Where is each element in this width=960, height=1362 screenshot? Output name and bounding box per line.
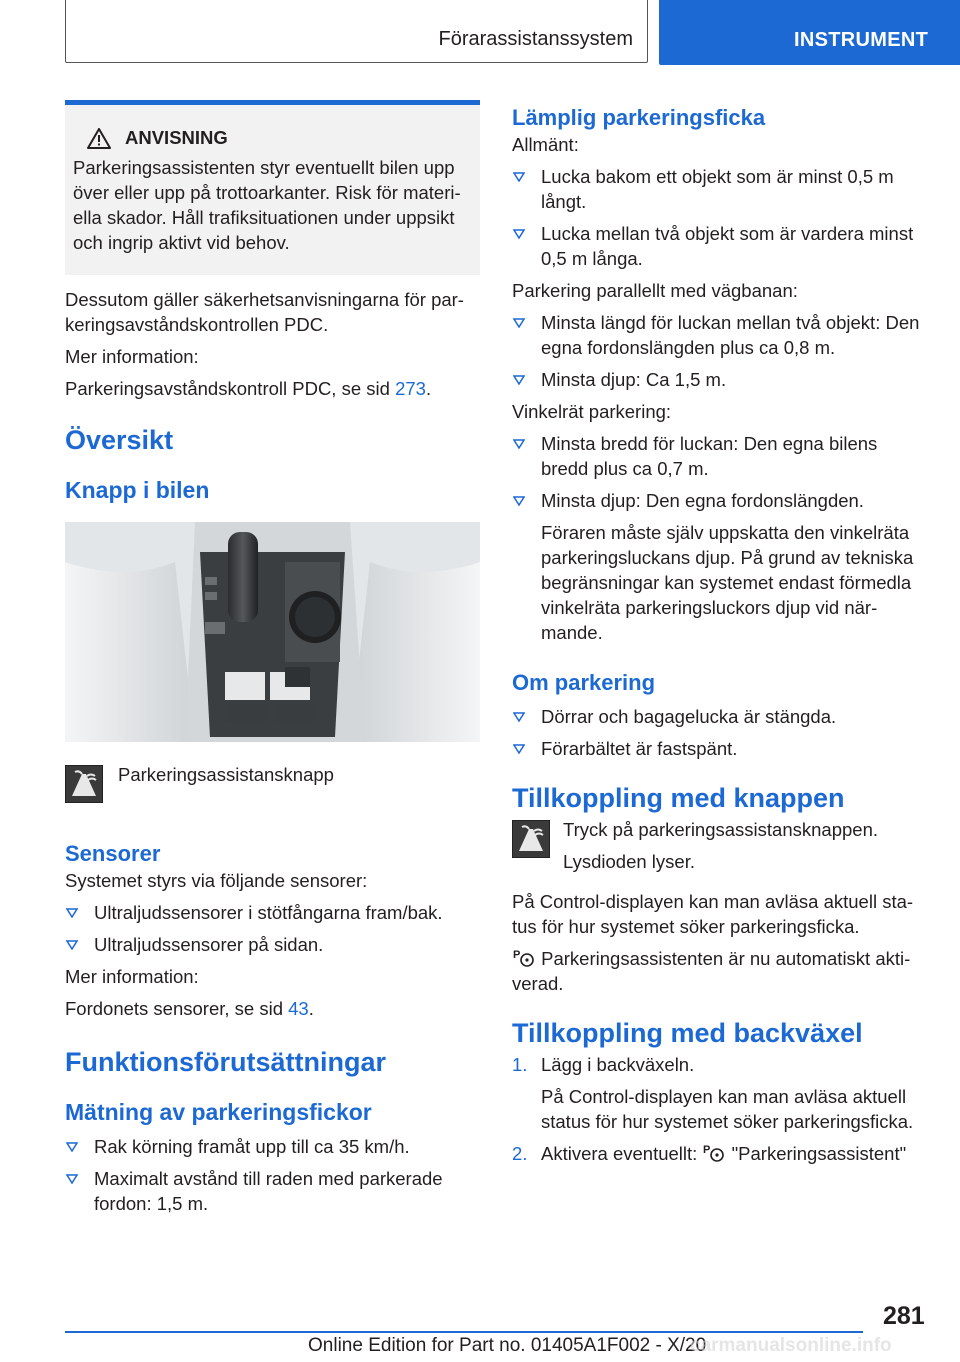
general-label: Allmänt:: [512, 134, 579, 155]
edition-text: Online Edition for Part no. 01405A1F002 - X/20: [308, 1335, 707, 1356]
heading-activate-reverse: Tillkoppling med backväxel: [512, 1018, 863, 1048]
list-item: 2. Aktivera eventuellt: P "Parkeringsassistent": [512, 1143, 907, 1164]
list-item: Ultraljudssensorer på sidan.: [65, 932, 480, 957]
page-number: 281: [883, 1302, 925, 1330]
list-item: Lucka mellan två objekt som är vardera minst 0,5 m långa.: [512, 221, 927, 271]
parking-assistant-button-icon: [512, 820, 550, 858]
list-item: 1. Lägg i backväxeln. På Control-displayen kan man avläsa aktuell status för hur systemet söker parkeringsficka.: [512, 1054, 914, 1132]
list-item: Lucka bakom ett objekt som är minst 0,5 m långt.: [512, 164, 927, 214]
button-caption: Parkeringsassistansknapp: [118, 764, 334, 785]
warning-triangle-icon: [87, 128, 111, 149]
list-item: Rak körning framåt upp till ca 35 km/h.: [65, 1134, 480, 1159]
header-chapter-title: INSTRUMENT: [794, 29, 929, 51]
heading-about-parking: Om parkering: [512, 670, 656, 695]
sensors-intro: Systemet styrs via följande sensorer:: [65, 870, 368, 891]
auto-activated-note: P Parkeringsassistenten är nu automatiskt akti-verad.: [512, 948, 911, 994]
triangle-bullet-icon: [513, 172, 525, 182]
sensors-list: [65, 900, 480, 957]
perpendicular-note: Föraren måste själv uppskatta den vinkelräta parkeringsluckans djup. På grund av tekniska begränsningar kan systemet endast förmedla vinkelräta parkeringsluckors djup vid när-mande.: [541, 522, 914, 643]
triangle-bullet-icon: [513, 439, 525, 449]
heading-overview: Översikt: [65, 425, 174, 455]
triangle-bullet-icon: [66, 940, 78, 950]
right-column: [512, 100, 927, 1166]
sensors-reference-text: Fordonets sensorer, se sid: [65, 998, 289, 1019]
triangle-bullet-icon: [66, 1142, 78, 1152]
general-list: [512, 164, 927, 271]
more-info-label: Mer information:: [65, 966, 199, 987]
pdc-reference-text: Parkeringsavståndskontroll PDC, se sid: [65, 378, 396, 399]
perpendicular-label: Vinkelrät parkering:: [512, 401, 672, 422]
warning-title: ANVISNING: [125, 127, 228, 148]
heading-suitable-pocket: Lämplig parkeringsficka: [512, 105, 766, 130]
svg-text:P: P: [703, 1144, 711, 1156]
warning-text: Parkeringsassistenten styr eventuellt bilen upp över eller upp på trottoarkanter. Risk för materi-ella skador. Håll trafiksituationen under uppsikt och ingrip aktivt vid behov.: [73, 157, 461, 253]
button-caption-row: [65, 762, 480, 803]
sensors-reference: [65, 996, 480, 1021]
list-item: Maximalt avstånd till raden med parkerade fordon: 1,5 m.: [65, 1166, 480, 1216]
pdc-reference-end: .: [425, 378, 432, 399]
warning-header: [73, 127, 472, 149]
control-display-note: På Control-displayen kan man avläsa aktuell sta-tus för hur systemet söker parkeringsficka.: [512, 891, 914, 937]
sensors-reference-end: .: [308, 998, 314, 1019]
parking-assistant-symbol-icon: [702, 1143, 726, 1163]
button-activation-row: [512, 817, 927, 874]
parallel-label: Parkering parallellt med vägbanan:: [512, 280, 798, 301]
triangle-bullet-icon: [513, 318, 525, 328]
heading-measure-pockets: Mätning av parkeringsfickor: [65, 1099, 372, 1125]
parking-assistant-button-icon: [65, 765, 103, 803]
button-step-press: Tryck på parkeringsassistansknappen.: [563, 819, 878, 840]
triangle-bullet-icon: [513, 712, 525, 722]
heading-activate-button: Tillkoppling med knappen: [512, 783, 845, 813]
list-item: Minsta längd för luckan mellan två objekt: Den egna fordonslängden plus ca 0,8 m.: [512, 310, 927, 360]
center-console-photo: [65, 522, 480, 742]
parking-assistant-symbol-icon: [512, 948, 536, 968]
center-console-illustration: [65, 522, 480, 742]
triangle-bullet-icon: [66, 908, 78, 918]
triangle-bullet-icon: [513, 229, 525, 239]
pdc-reference: [65, 376, 480, 401]
list-item: Minsta djup: Ca 1,5 m.: [512, 367, 927, 392]
list-item: Ultraljudssensorer i stötfångarna fram/bak.: [65, 900, 480, 925]
sensors-page-link[interactable]: 43: [288, 998, 309, 1019]
triangle-bullet-icon: [513, 375, 525, 385]
parallel-list: [512, 310, 927, 392]
svg-text:P: P: [513, 949, 521, 961]
perpendicular-list: [512, 431, 927, 513]
reverse-steps: [512, 1052, 927, 1166]
footer-rule: [65, 1331, 863, 1333]
heading-prerequisites: Funktionsförutsättningar: [65, 1047, 386, 1077]
watermark: carmanualsonline.info: [690, 1335, 892, 1356]
header-chapter-tab: [659, 0, 960, 65]
pdc-page-link[interactable]: 273: [395, 378, 426, 399]
button-step-led: Lysdioden lyser.: [563, 851, 695, 872]
header-section-box: [65, 0, 648, 63]
heading-sensors: Sensorer: [65, 841, 161, 866]
about-list: [512, 704, 927, 761]
list-item: Minsta bredd för luckan: Den egna bilens bredd plus ca 0,7 m.: [512, 431, 927, 481]
triangle-bullet-icon: [66, 1174, 78, 1184]
warning-box: [65, 100, 480, 275]
list-item: Dörrar och bagagelucka är stängda.: [512, 704, 927, 729]
measure-list: [65, 1134, 480, 1216]
left-column: [65, 100, 480, 1216]
pdc-safety-note: Dessutom gäller säkerhetsanvisningarna för par-keringsavståndskontrollen PDC.: [65, 289, 464, 335]
triangle-bullet-icon: [513, 744, 525, 754]
heading-button-in-car: Knapp i bilen: [65, 477, 210, 503]
list-item: Förarbältet är fastspänt.: [512, 736, 927, 761]
more-info-label: Mer information:: [65, 346, 199, 367]
list-item: Minsta djup: Den egna fordonslängden.: [512, 488, 927, 513]
triangle-bullet-icon: [513, 496, 525, 506]
header-section-title: Förarassistanssystem: [438, 28, 633, 50]
